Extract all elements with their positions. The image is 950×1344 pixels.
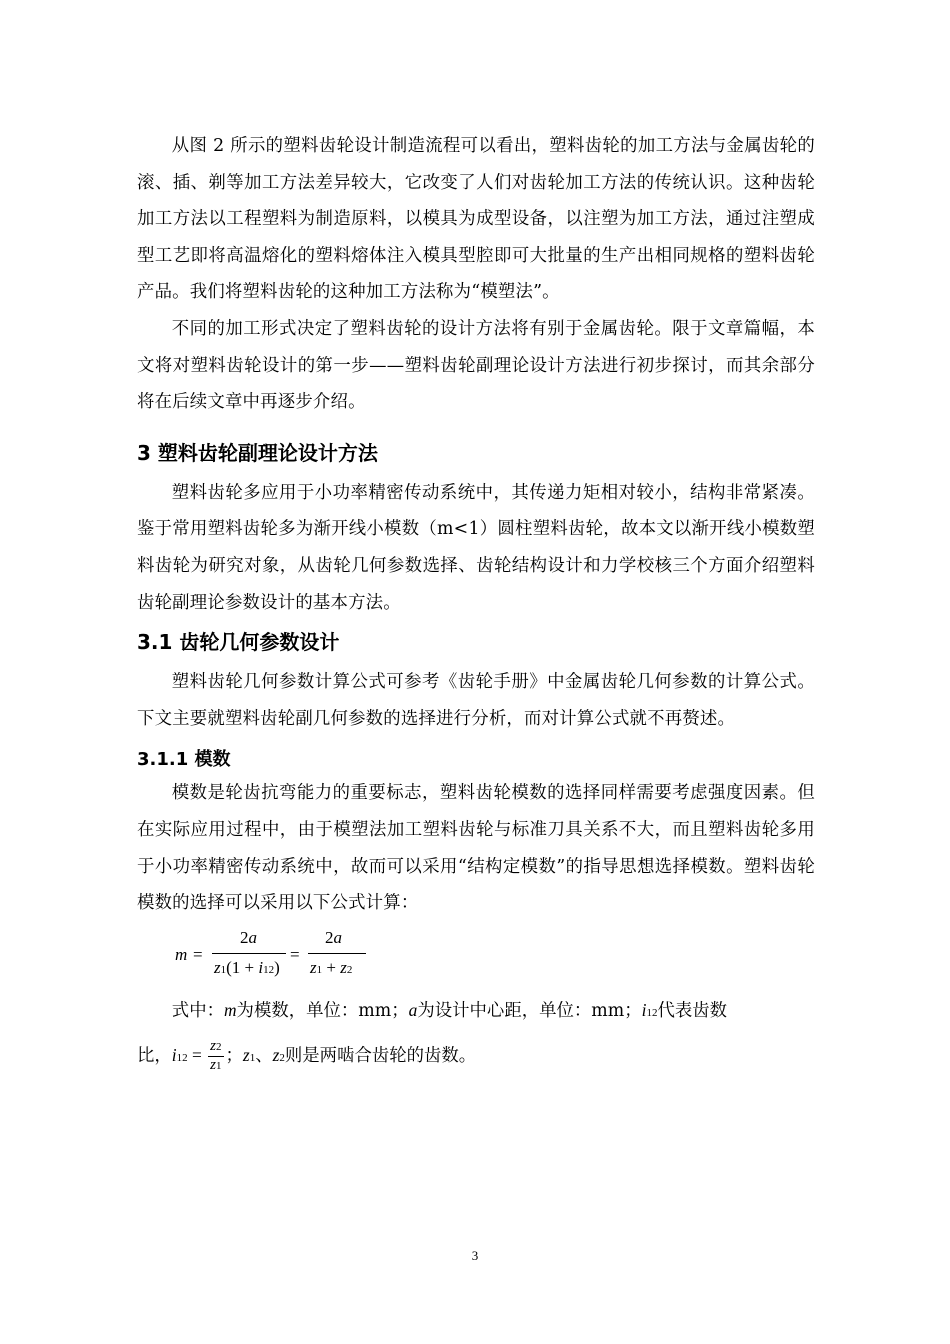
paragraph-design-method-intro: 不同的加工形式决定了塑料齿轮的设计方法将有别于金属齿轮。限于文章篇幅，本文将对塑料齿轮设计的第一步——塑料齿轮副理论设计方法进行初步探讨，而其余部分将在后续文章中再逐步介绍。 bbox=[137, 318, 815, 413]
formula-denominator-1: z1(1 + i12) bbox=[214, 957, 280, 977]
page-content bbox=[137, 128, 815, 1077]
paragraph-section-3-intro: 塑料齿轮多应用于小功率精密传动系统中，其传递力矩相对较小，结构非常紧凑。鉴于常用塑料齿轮多为渐开线小模数（m<1）圆柱塑料齿轮，故本文以渐开线小模数塑料齿轮为研究对象，从齿轮几何参数选择、齿轮结构设计和力学校核三个方面介绍塑料齿轮副理论参数设计的基本方法。 bbox=[137, 482, 815, 613]
formula-fraction-bar-1 bbox=[212, 953, 286, 954]
heading-section-3: 3 塑料齿轮副理论设计方法 bbox=[137, 440, 378, 465]
formula-denominator-2: z1 + z2 bbox=[310, 957, 353, 977]
paragraph-section-3-1: 塑料齿轮几何参数计算公式可参考《齿轮手册》中金属齿轮几何参数的计算公式。下文主要就塑料齿轮副几何参数的选择进行分析，而对计算公式就不再赘述。 bbox=[137, 672, 815, 729]
formula-explanation-line-1: 式中：m为模数，单位：mm；a为设计中心距，单位：mm；i12代表齿数 bbox=[171, 999, 728, 1021]
formula-equals-2: = bbox=[290, 944, 300, 964]
module-formula bbox=[175, 928, 815, 984]
formula-numerator-1: 2a bbox=[240, 927, 257, 947]
heading-section-3-1: 3.1 齿轮几何参数设计 bbox=[137, 630, 340, 655]
formula-explanation-line-2: 比，i12 = $\frac{z2}{z1}$ ；z1、z2则是两啮合齿轮的齿数。 bbox=[137, 1038, 477, 1074]
heading-section-3-1-1: 3.1.1 模数 bbox=[137, 749, 231, 771]
formula-fraction-bar-2 bbox=[308, 953, 366, 954]
gear-ratio-fraction: $\frac{z2}{z1}$ bbox=[210, 1038, 222, 1074]
formula-equals-1: = bbox=[193, 944, 203, 964]
page-number: 3 bbox=[471, 1248, 479, 1263]
paragraph-modeling-process: 从图 2 所示的塑料齿轮设计制造流程可以看出，塑料齿轮的加工方法与金属齿轮的滚、插、剃等加工方法差异较大，它改变了人们对齿轮加工方法的传统认识。这种齿轮加工方法以工程塑料为制造原料，以模具为成型设备，以注塑为加工方法，通过注塑成型工艺即将高温熔化的塑料熔体注入模具型腔即可大批量的生产出相同规格的塑料齿轮产品。我们将塑料齿轮的这种加工方法称为“模塑法”。 bbox=[137, 136, 815, 303]
paragraph-module-selection: 模数是轮齿抗弯能力的重要标志，塑料齿轮模数的选择同样需要考虑强度因素。但在实际应用过程中，由于模塑法加工塑料齿轮与标准刀具关系不大，而且塑料齿轮多用于小功率精密传动系统中，故而可以采用“结构定模数”的指导思想选择模数。塑料齿轮模数的选择可以采用以下公式计算： bbox=[137, 783, 815, 914]
formula-numerator-2: 2a bbox=[325, 927, 342, 947]
formula-lhs: m bbox=[175, 944, 188, 964]
